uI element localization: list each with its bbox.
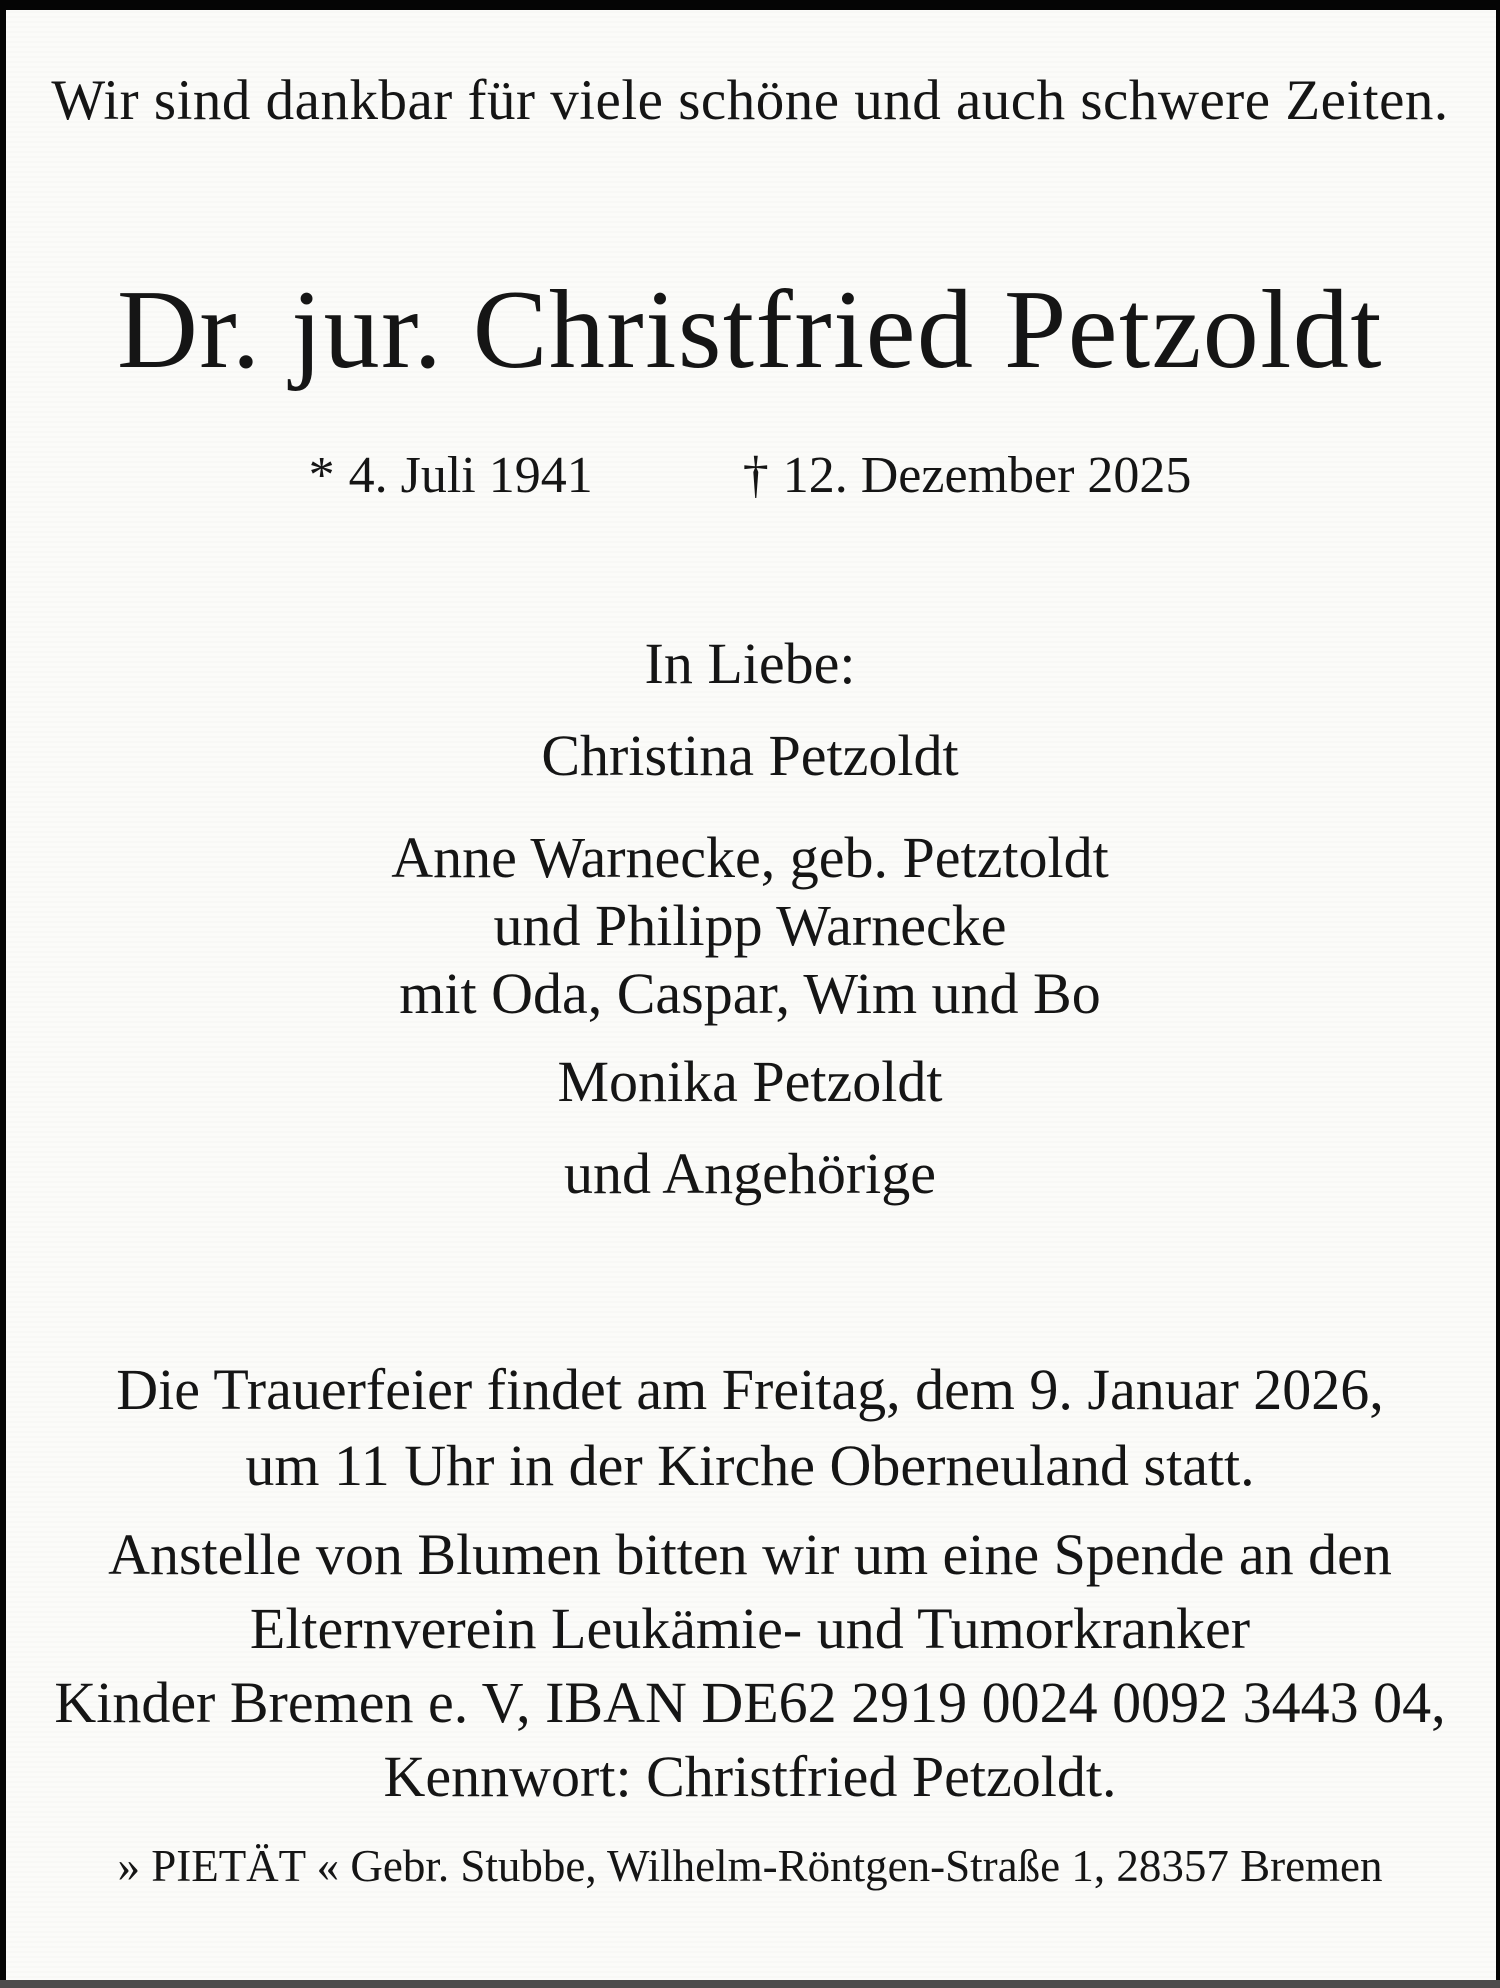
funeral-service-paragraph [24,1352,1476,1504]
birth-date [309,446,593,505]
mourner-family-group [24,824,1476,1028]
funeral-home-address: » PIETÄT « Gebr. Stubbe, Wilhelm-Röntgen-Straße 1, 28357 Bremen [117,1841,1383,1891]
funeral-service-line1: Die Trauerfeier findet am Freitag, dem 9. Januar 2026, [116,1357,1384,1422]
donation-line2: Elternverein Leukämie- und Tumorkranker [249,1596,1251,1661]
mourner-anne: Anne Warnecke, geb. Petztoldt [391,825,1109,890]
death-date-text: 12. Dezember 2025 [782,447,1192,504]
scan-border-right [1496,0,1500,1988]
donation-line1: Anstelle von Blumen bitten wir um eine Spende an den [108,1522,1392,1587]
donation-paragraph [24,1518,1476,1814]
scan-border-top [0,0,1500,10]
mourners-heading: In Liebe: [644,631,856,696]
funeral-service-line2: um 11 Uhr in der Kirche Oberneuland statt. [245,1433,1255,1498]
life-dates [24,446,1476,505]
mourner-philipp: und Philipp Warnecke [493,893,1007,958]
mourner-relatives: und Angehörige [563,1141,937,1206]
death-cross-symbol: † [742,447,769,504]
mourner-christina: Christina Petzoldt [541,723,959,788]
mourner-grandchildren: mit Oda, Caspar, Wim und Bo [399,961,1101,1026]
scan-border-left [0,0,6,1988]
deceased-name: Dr. jur. Christfried Petzoldt [116,268,1384,392]
birth-date-text: 4. Juli 1941 [348,447,593,504]
scan-border-bottom [0,1980,1500,1988]
mourner-monika: Monika Petzoldt [557,1049,943,1114]
donation-line3: Kinder Bremen e. V, IBAN DE62 2919 0024 0092 3443 04, [54,1670,1446,1735]
donation-line4: Kennwort: Christfried Petzoldt. [383,1744,1117,1809]
birth-star-symbol: * [308,447,335,504]
opening-sentence: Wir sind dankbar für viele schöne und auch schwere Zeiten. [51,69,1449,132]
death-date [743,446,1192,505]
